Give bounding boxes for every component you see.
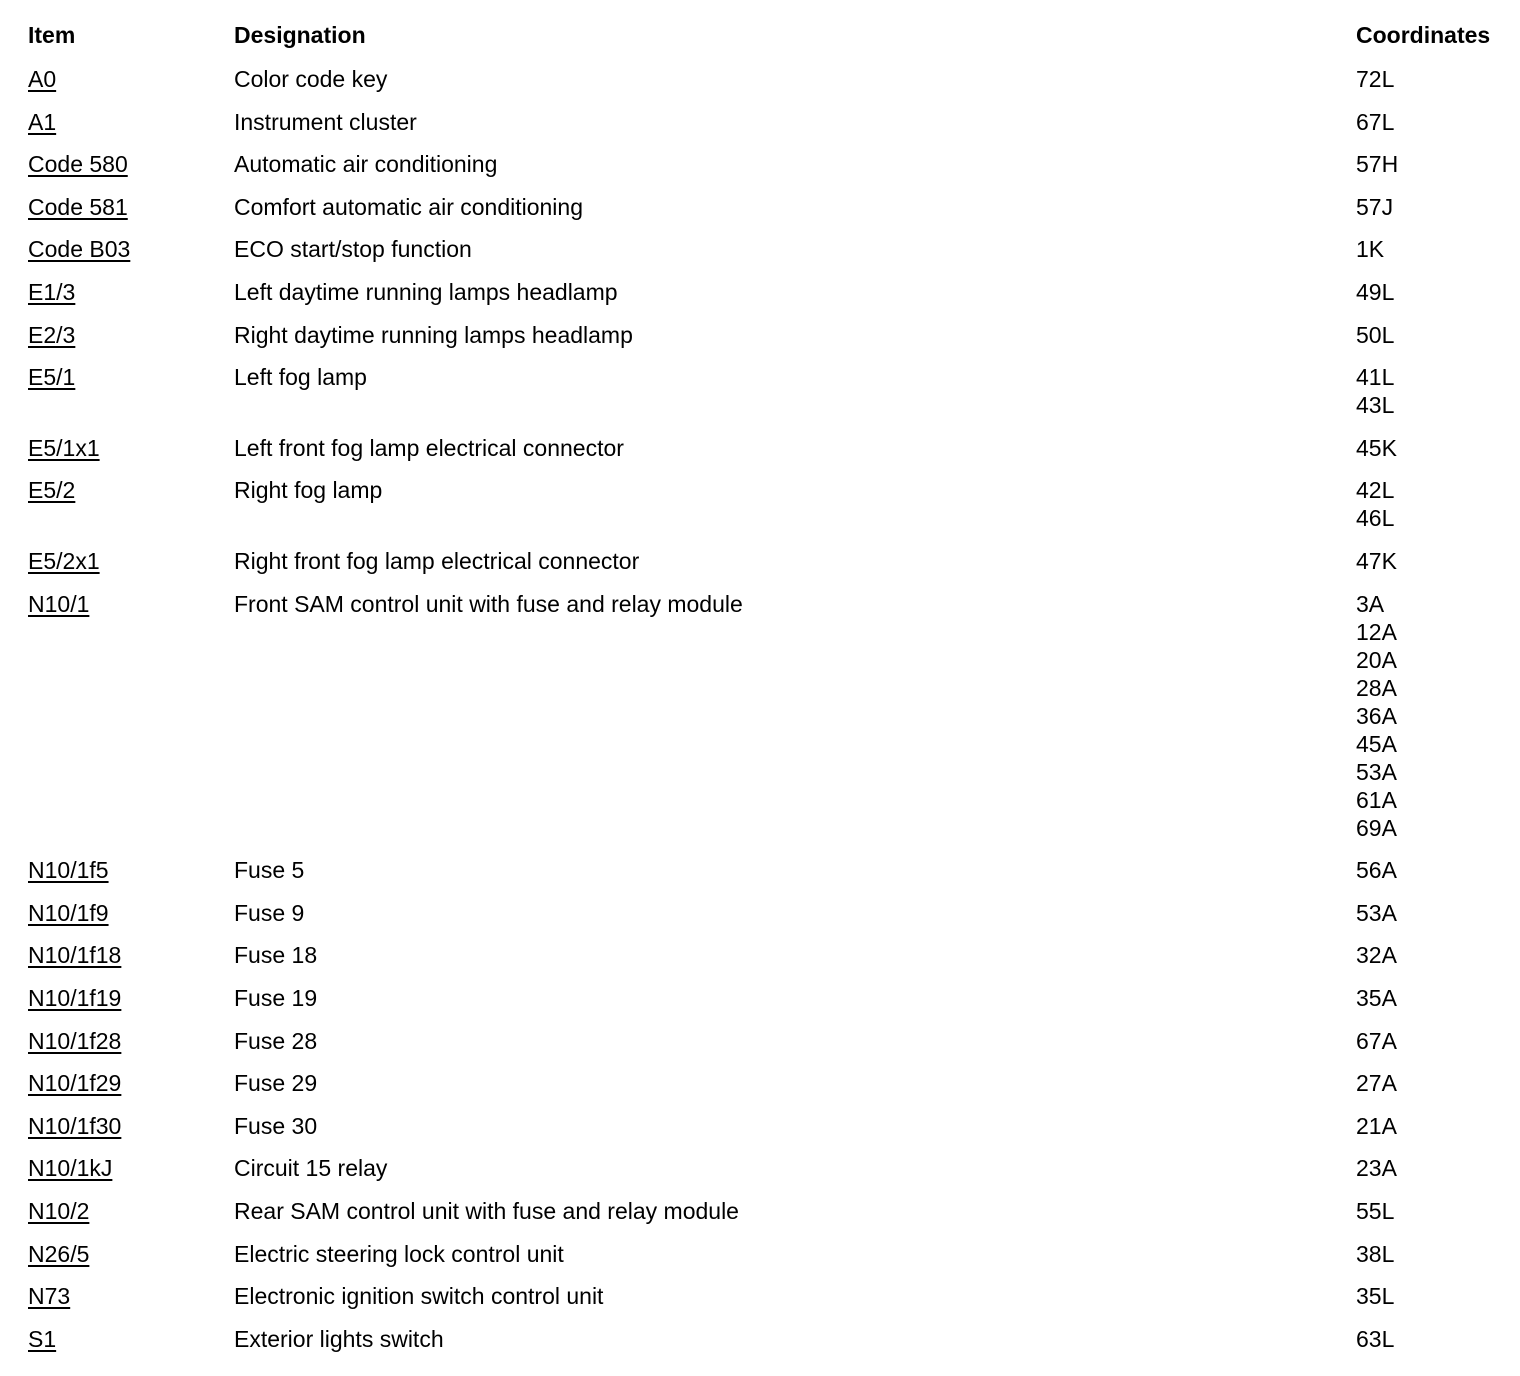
- designation-text: Fuse 18: [234, 942, 318, 969]
- item-link[interactable]: N10/1f19: [28, 985, 122, 1011]
- designation-text: Front SAM control unit with fuse and relay module: [234, 590, 743, 617]
- designation-text: Left daytime running lamps headlamp: [234, 279, 618, 305]
- item-link[interactable]: N10/1f18: [28, 942, 122, 969]
- header-designation: Designation: [234, 22, 366, 48]
- designation-text: Rear SAM control unit with fuse and relay module: [234, 1198, 739, 1224]
- coordinate-value: 67A: [1356, 1027, 1397, 1054]
- designation-text: ECO start/stop function: [234, 236, 472, 263]
- header-coordinates: Coordinates: [1356, 22, 1491, 48]
- coordinate-value: 45A: [1356, 730, 1397, 757]
- coordinate-value: 23A: [1356, 1155, 1397, 1182]
- item-link[interactable]: Code 580: [28, 151, 128, 178]
- item-link[interactable]: N10/2: [28, 1198, 90, 1224]
- coordinate-value: 41L: [1356, 364, 1395, 391]
- coordinate-value: 57J: [1356, 193, 1394, 220]
- item-link[interactable]: Code 581: [28, 193, 128, 220]
- coordinates-cell: [1356, 65, 1394, 93]
- item-link[interactable]: S1: [28, 1325, 57, 1352]
- designation-text: Electric steering lock control unit: [234, 1240, 564, 1267]
- coordinates-cell: [1356, 547, 1397, 575]
- coordinate-value: 42L: [1356, 477, 1395, 504]
- designation-text: Electronic ignition switch control unit: [234, 1283, 604, 1310]
- item-link[interactable]: E2/3: [28, 321, 76, 348]
- coordinates-cell: [1356, 278, 1394, 306]
- coordinate-value: 53A: [1356, 899, 1397, 926]
- item-link[interactable]: A1: [28, 108, 57, 135]
- designation-text: Fuse 28: [234, 1027, 318, 1054]
- coordinates-cell: [1356, 590, 1397, 842]
- coordinate-value: 1K: [1356, 236, 1385, 263]
- coordinate-value: 35A: [1356, 985, 1397, 1011]
- item-link[interactable]: A0: [28, 66, 57, 92]
- item-link[interactable]: N10/1f28: [28, 1027, 122, 1054]
- coordinates-cell: [1356, 1325, 1394, 1353]
- designation-text: Instrument cluster: [234, 108, 417, 135]
- coordinates-cell: [1356, 150, 1398, 178]
- designation-text: Fuse 5: [234, 857, 305, 884]
- coordinate-value: 50L: [1356, 321, 1395, 348]
- coordinates-cell: [1356, 856, 1397, 884]
- coordinates-cell: [1356, 1069, 1397, 1097]
- coordinate-value: 61A: [1356, 786, 1397, 813]
- item-link[interactable]: N10/1f29: [28, 1070, 122, 1097]
- designation-text: Circuit 15 relay: [234, 1155, 388, 1182]
- designation-text: Left fog lamp: [234, 364, 367, 391]
- coordinates-cell: [1356, 363, 1394, 419]
- coordinate-value: 28A: [1356, 674, 1397, 701]
- coordinate-value: 69A: [1356, 814, 1397, 841]
- item-link[interactable]: N10/1f30: [28, 1112, 122, 1139]
- item-link[interactable]: E5/2: [28, 477, 76, 504]
- coordinates-cell: [1356, 1027, 1397, 1055]
- coordinates-cell: [1356, 1154, 1397, 1182]
- coordinates-cell: [1356, 235, 1384, 263]
- coordinate-value: 32A: [1356, 942, 1397, 969]
- designation-text: Left front fog lamp electrical connector: [234, 434, 624, 461]
- coordinate-value: 36A: [1356, 702, 1397, 729]
- designation-text: Fuse 9: [234, 899, 305, 926]
- item-link[interactable]: E5/2x1: [28, 548, 100, 574]
- coordinate-value: 67L: [1356, 108, 1395, 135]
- coordinate-value: 46L: [1356, 505, 1395, 532]
- coordinate-value: 45K: [1356, 434, 1397, 461]
- designation-text: Right fog lamp: [234, 477, 383, 504]
- designation-text: Automatic air conditioning: [234, 151, 498, 178]
- item-link[interactable]: E5/1: [28, 364, 76, 391]
- designation-text: Right daytime running lamps headlamp: [234, 321, 633, 348]
- coordinate-value: 43L: [1356, 392, 1395, 419]
- item-link[interactable]: E5/1x1: [28, 434, 100, 461]
- designation-text: Comfort automatic air conditioning: [234, 193, 583, 220]
- designation-text: Exterior lights switch: [234, 1325, 444, 1352]
- item-link[interactable]: N26/5: [28, 1240, 90, 1267]
- coordinate-value: 3A: [1356, 590, 1385, 617]
- coordinate-value: 38L: [1356, 1240, 1395, 1267]
- coordinate-value: 47K: [1356, 548, 1397, 574]
- coordinate-value: 49L: [1356, 279, 1395, 305]
- item-link[interactable]: Code B03: [28, 236, 131, 263]
- item-link[interactable]: N10/1f5: [28, 857, 109, 884]
- coordinate-value: 72L: [1356, 66, 1395, 92]
- coordinates-cell: [1356, 1240, 1394, 1268]
- designation-text: Color code key: [234, 66, 388, 92]
- coordinates-cell: [1356, 899, 1397, 927]
- coordinate-value: 27A: [1356, 1070, 1397, 1097]
- coordinate-value: 57H: [1356, 151, 1399, 178]
- coordinates-cell: [1356, 941, 1397, 969]
- coordinate-value: 12A: [1356, 618, 1397, 645]
- designation-text: Right front fog lamp electrical connector: [234, 548, 640, 574]
- designation-text: Fuse 30: [234, 1112, 318, 1139]
- coordinates-cell: [1356, 193, 1393, 221]
- coordinate-value: 55L: [1356, 1198, 1395, 1224]
- designation-text: Fuse 29: [234, 1070, 318, 1097]
- item-link[interactable]: N10/1kJ: [28, 1155, 113, 1182]
- item-link[interactable]: N73: [28, 1283, 71, 1310]
- coordinates-cell: [1356, 984, 1397, 1012]
- coordinates-cell: [1356, 1197, 1394, 1225]
- designation-text: Fuse 19: [234, 985, 318, 1011]
- coordinate-value: 56A: [1356, 857, 1397, 884]
- item-link[interactable]: N10/1f9: [28, 899, 109, 926]
- coordinates-cell: [1356, 434, 1397, 462]
- coordinate-value: 21A: [1356, 1112, 1397, 1139]
- coordinate-value: 53A: [1356, 758, 1397, 785]
- coordinates-cell: [1356, 108, 1394, 136]
- item-link[interactable]: E1/3: [28, 279, 76, 305]
- item-link[interactable]: N10/1: [28, 590, 90, 617]
- coordinates-cell: [1356, 1112, 1397, 1140]
- coordinate-value: 20A: [1356, 646, 1397, 673]
- coordinates-cell: [1356, 1282, 1394, 1310]
- coordinates-cell: [1356, 321, 1394, 349]
- coordinate-value: 35L: [1356, 1283, 1395, 1310]
- coordinates-cell: [1356, 476, 1394, 532]
- coordinate-value: 63L: [1356, 1325, 1395, 1352]
- header-item: Item: [28, 22, 76, 48]
